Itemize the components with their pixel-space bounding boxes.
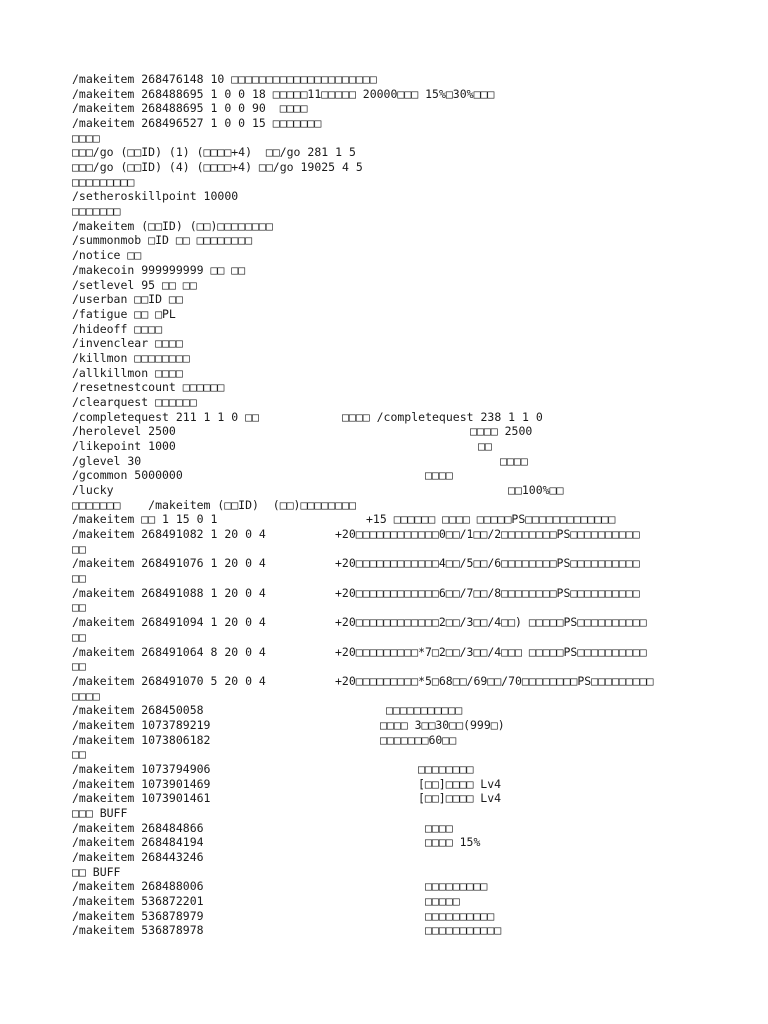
text-line <box>72 468 453 483</box>
line-note: +20□□□□□□□□□*5□68□□/69□□/70□□□□□□□□PS□□□□□□□□□ <box>335 673 654 688</box>
line-text: □□□/go (□□ID) (1) (□□□□+4) □□/go 281 1 5 <box>72 145 356 160</box>
line-note: [□□]□□□□ Lv4 <box>418 791 502 806</box>
line-note: □□□□□□□□□□□ <box>386 703 463 718</box>
line-text: /likepoint 1000 <box>72 439 176 453</box>
line-text: /glevel 30 <box>72 453 142 468</box>
line-text: /makeitem □□ 1 15 0 1 <box>72 512 218 527</box>
text-line <box>72 776 502 791</box>
text-line <box>72 72 377 86</box>
line-text: □□□□□□□ /makeitem (□□ID) (□□)□□□□□□□□ <box>72 497 356 512</box>
text-line <box>72 571 86 585</box>
line-text: □□ BUFF <box>72 864 121 879</box>
line-text: /makeitem 536878979 <box>72 908 204 923</box>
line-note: □□□□□□□□□□□ <box>425 923 502 938</box>
line-text: /makeitem 268443246 <box>72 850 204 865</box>
text-line <box>72 175 134 189</box>
line-note: □□□□ <box>425 468 453 483</box>
line-text: /setlevel 95 □□ □□ <box>72 277 197 292</box>
text-line <box>72 116 321 130</box>
line-text: /gcommon 5000000 <box>72 468 183 483</box>
line-text: /makeitem 268491094 1 20 0 4 <box>72 615 266 630</box>
text-line <box>72 160 363 174</box>
text-line <box>72 248 141 262</box>
text-line <box>72 512 616 527</box>
line-text: /makeitem 268491088 1 20 0 4 <box>72 585 266 600</box>
line-text: /makeitem 268450058 <box>72 703 204 718</box>
line-text: /hideoff □□□□ <box>72 321 163 336</box>
text-line <box>72 644 647 659</box>
line-text: /killmon □□□□□□□□ <box>72 350 190 365</box>
text-line <box>72 498 356 512</box>
line-note: □□□□ <box>500 453 528 468</box>
text-line <box>72 923 502 938</box>
line-text: /resetnestcount □□□□□□ <box>72 380 225 395</box>
text-line <box>72 263 245 277</box>
line-text: □□□□ <box>72 130 100 145</box>
line-text: /makeitem 268491064 8 20 0 4 <box>72 644 266 659</box>
text-line <box>72 615 647 630</box>
text-line <box>72 219 273 233</box>
text-line <box>72 307 176 321</box>
line-text: □□□□ <box>72 688 100 703</box>
line-note: □□□□□□□60□□ <box>380 732 457 747</box>
line-note: □□□□□□□□□ <box>425 879 488 894</box>
text-line <box>72 395 197 409</box>
line-text: /makeitem 268484866 <box>72 820 204 835</box>
text-line <box>72 233 252 247</box>
line-text: /summonmob □ID □□ □□□□□□□□ <box>72 233 253 248</box>
line-text: /allkillmon □□□□ <box>72 365 183 380</box>
text-line <box>72 732 457 747</box>
text-line <box>72 542 86 556</box>
line-text: /clearquest □□□□□□ <box>72 394 197 409</box>
text-line <box>72 791 502 806</box>
line-text: /makecoin 999999999 □□ □□ <box>72 262 246 277</box>
line-text: /makeitem 1073901469 <box>72 776 211 791</box>
text-line <box>72 424 533 439</box>
text-line <box>72 703 463 718</box>
text-line <box>72 101 307 115</box>
line-text: □□□□□□□□□ <box>72 174 135 189</box>
line-note: □□□□ 3□□30□□(999□) <box>380 717 505 732</box>
line-text: □□□ BUFF <box>72 806 128 820</box>
line-text: □□□/go (□□ID) (4) (□□□□+4) □□/go 19025 4 5 <box>72 160 363 175</box>
text-line <box>72 409 543 424</box>
line-note: □□100%□□ <box>508 483 564 498</box>
line-text: □□□□□□□ <box>72 204 121 219</box>
line-text: /makeitem 268476148 10 □□□□□□□□□□□□□□□□□□□□□ <box>72 72 377 86</box>
text-line <box>72 850 204 864</box>
line-note: □□ <box>478 439 492 453</box>
text-line <box>72 806 127 820</box>
text-line <box>72 630 86 644</box>
line-note: □□□□ /completequest 238 1 1 0 <box>342 409 543 424</box>
line-text: □□ <box>72 659 86 674</box>
line-note: □□□□□□□□□□ <box>425 908 495 923</box>
text-line <box>72 145 356 159</box>
text-line <box>72 865 120 879</box>
line-note: +20□□□□□□□□□□□□4□□/5□□/6□□□□□□□□PS□□□□□□□□□□ <box>335 556 640 571</box>
line-note: +20□□□□□□□□□*7□2□□/3□□/4□□□ □□□□□PS□□□□□□□□□□ <box>335 644 647 659</box>
text-line <box>72 689 100 703</box>
text-line <box>72 366 183 380</box>
line-text: /makeitem 268491070 5 20 0 4 <box>72 673 266 688</box>
text-line <box>72 556 640 571</box>
line-note: +20□□□□□□□□□□□□0□□/1□□/2□□□□□□□□PS□□□□□□□□□□ <box>335 527 640 542</box>
text-line <box>72 717 505 732</box>
line-text: /makeitem 1073794906 <box>72 761 211 776</box>
line-text: /makeitem 268491076 1 20 0 4 <box>72 556 266 571</box>
text-line <box>72 761 474 776</box>
line-text: /makeitem 268484194 <box>72 835 204 850</box>
text-line <box>72 380 224 394</box>
text-line <box>72 820 453 835</box>
text-line <box>72 292 183 306</box>
line-text: /herolevel 2500 <box>72 424 176 439</box>
text-line <box>72 453 528 468</box>
text-line <box>72 87 494 101</box>
line-note: +15 □□□□□□ □□□□ □□□□□PS□□□□□□□□□□□□□ <box>366 512 616 527</box>
line-text: /lucky <box>72 483 114 498</box>
line-text: □□ <box>72 600 86 615</box>
text-line <box>72 439 492 453</box>
line-note: □□□□□□□□ <box>418 761 474 776</box>
line-text: /makeitem 1073789219 <box>72 717 211 732</box>
text-line <box>72 894 460 909</box>
text-line <box>72 585 640 600</box>
text-line <box>72 204 120 218</box>
text-line <box>72 351 190 365</box>
line-text: □□ <box>72 571 86 586</box>
text-line <box>72 278 197 292</box>
line-text: /makeitem 1073806182 <box>72 732 211 747</box>
line-text: /makeitem 268488695 1 0 0 90 □□□□ <box>72 101 308 116</box>
line-text: /setheroskillpoint 10000 <box>72 189 239 204</box>
line-text: /invenclear □□□□ <box>72 336 183 351</box>
line-text: /makeitem 536872201 <box>72 894 204 909</box>
line-note: +20□□□□□□□□□□□□6□□/7□□/8□□□□□□□□PS□□□□□□□□□□ <box>335 585 640 600</box>
line-note: [□□]□□□□ Lv4 <box>418 776 502 791</box>
line-text: /notice □□ <box>72 248 142 263</box>
text-line <box>72 600 86 614</box>
line-text: /fatigue □□ □PL <box>72 306 176 321</box>
line-note: □□□□ 15% <box>425 835 481 850</box>
text-line <box>72 322 162 336</box>
text-line <box>72 527 640 542</box>
line-note: □□□□□ <box>425 894 460 909</box>
line-text: /makeitem 268496527 1 0 0 15 □□□□□□□ <box>72 116 322 131</box>
text-line <box>72 835 481 850</box>
line-note: □□□□ 2500 <box>470 424 533 439</box>
line-text: □□ <box>72 747 86 762</box>
text-line <box>72 336 183 350</box>
line-text: /makeitem 536878978 <box>72 923 204 938</box>
line-text: □□ <box>72 541 86 556</box>
text-line <box>72 879 488 894</box>
text-line <box>72 659 86 673</box>
text-line <box>72 131 100 145</box>
line-note: +20□□□□□□□□□□□□2□□/3□□/4□□) □□□□□PS□□□□□□□□□□ <box>335 615 647 630</box>
text-line <box>72 747 86 761</box>
line-text: /userban □□ID □□ <box>72 292 183 307</box>
text-line <box>72 673 654 688</box>
text-line <box>72 483 564 498</box>
line-text: □□ <box>72 629 86 644</box>
line-text: /makeitem (□□ID) (□□)□□□□□□□□ <box>72 218 273 233</box>
line-text: /makeitem 1073901461 <box>72 791 211 806</box>
line-text: /makeitem 268491082 1 20 0 4 <box>72 527 266 542</box>
line-text: /completequest 211 1 1 0 □□ <box>72 409 259 424</box>
text-line <box>72 189 238 203</box>
line-text: /makeitem 268488006 <box>72 879 204 894</box>
line-text: /makeitem 268488695 1 0 0 18 □□□□□11□□□□□ 20000□□□ 15%□30%□□□ <box>72 86 495 101</box>
text-line <box>72 908 495 923</box>
line-note: □□□□ <box>425 820 453 835</box>
